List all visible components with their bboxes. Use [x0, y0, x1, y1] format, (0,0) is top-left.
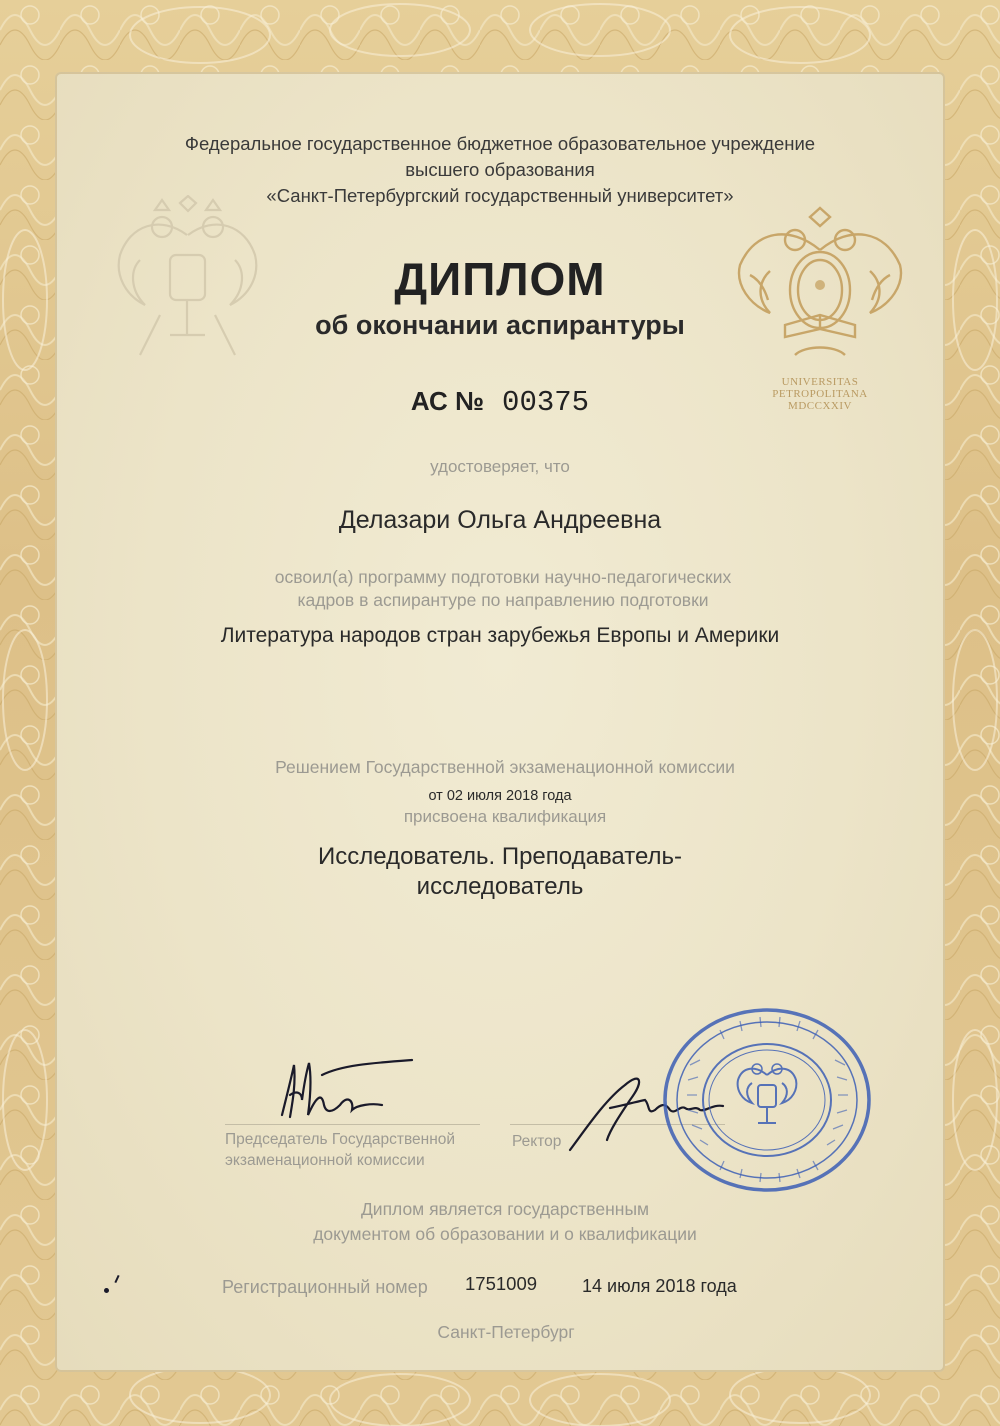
ink-mark: [104, 1288, 109, 1293]
decision-date: от 02 июля 2018 года: [428, 788, 572, 804]
certifies-label: удостоверяет, что: [430, 457, 570, 476]
program-intro-line-2: кадров в аспирантуре по направлению подготовки: [297, 590, 709, 610]
program-intro-line-1: освоил(а) программу подготовки научно-педагогических: [274, 567, 732, 587]
qualification-label: присвоена квалификация: [403, 807, 607, 826]
holder-name: Делазари Ольга Андреевна: [338, 506, 662, 534]
chair-label-line-1: Председатель Государственной: [225, 1131, 456, 1148]
issuer-line-3: «Санкт-Петербургский государственный университет»: [266, 185, 734, 206]
chair-label-line-2: экзаменационной комиссии: [225, 1152, 425, 1169]
document-number: [0, 386, 1000, 419]
qualification-line-2: исследователь: [416, 873, 584, 900]
seal-caption-line1: UNIVERSITAS: [781, 376, 859, 388]
program-name: Литература народов стран зарубежья Европы и Америки: [220, 624, 780, 647]
official-stamp-icon: [660, 1005, 875, 1195]
rector-label: Ректор: [512, 1133, 562, 1150]
qualification-line-1: Исследователь. Преподаватель-: [317, 843, 683, 870]
legal-note-line-2: документом об образовании и о квалификации: [313, 1224, 697, 1244]
registration-label: Регистрационный номер: [222, 1277, 428, 1297]
registration-date: 14 июля 2018 года: [582, 1276, 737, 1296]
diploma-title: ДИПЛОМ: [394, 253, 606, 305]
diploma-subtitle: об окончании аспирантуры: [315, 310, 685, 340]
registration-number: 1751009: [465, 1273, 538, 1294]
issuer-line-1: Федеральное государственное бюджетное образовательное учреждение: [184, 133, 816, 154]
seal-caption-line2: PETROPOLITANA: [772, 388, 868, 400]
city: Санкт-Петербург: [437, 1322, 575, 1342]
document-number-value: 00375: [502, 386, 590, 419]
seal-caption-line3: MDCCXXIV: [788, 400, 852, 412]
document-series: АС №: [410, 386, 485, 416]
chair-signature-icon: [262, 1055, 422, 1130]
legal-note-line-1: Диплом является государственным: [360, 1199, 650, 1219]
commission-decision: Решением Государственной экзаменационной комиссии: [275, 757, 735, 777]
issuer-line-2: высшего образования: [405, 159, 595, 180]
